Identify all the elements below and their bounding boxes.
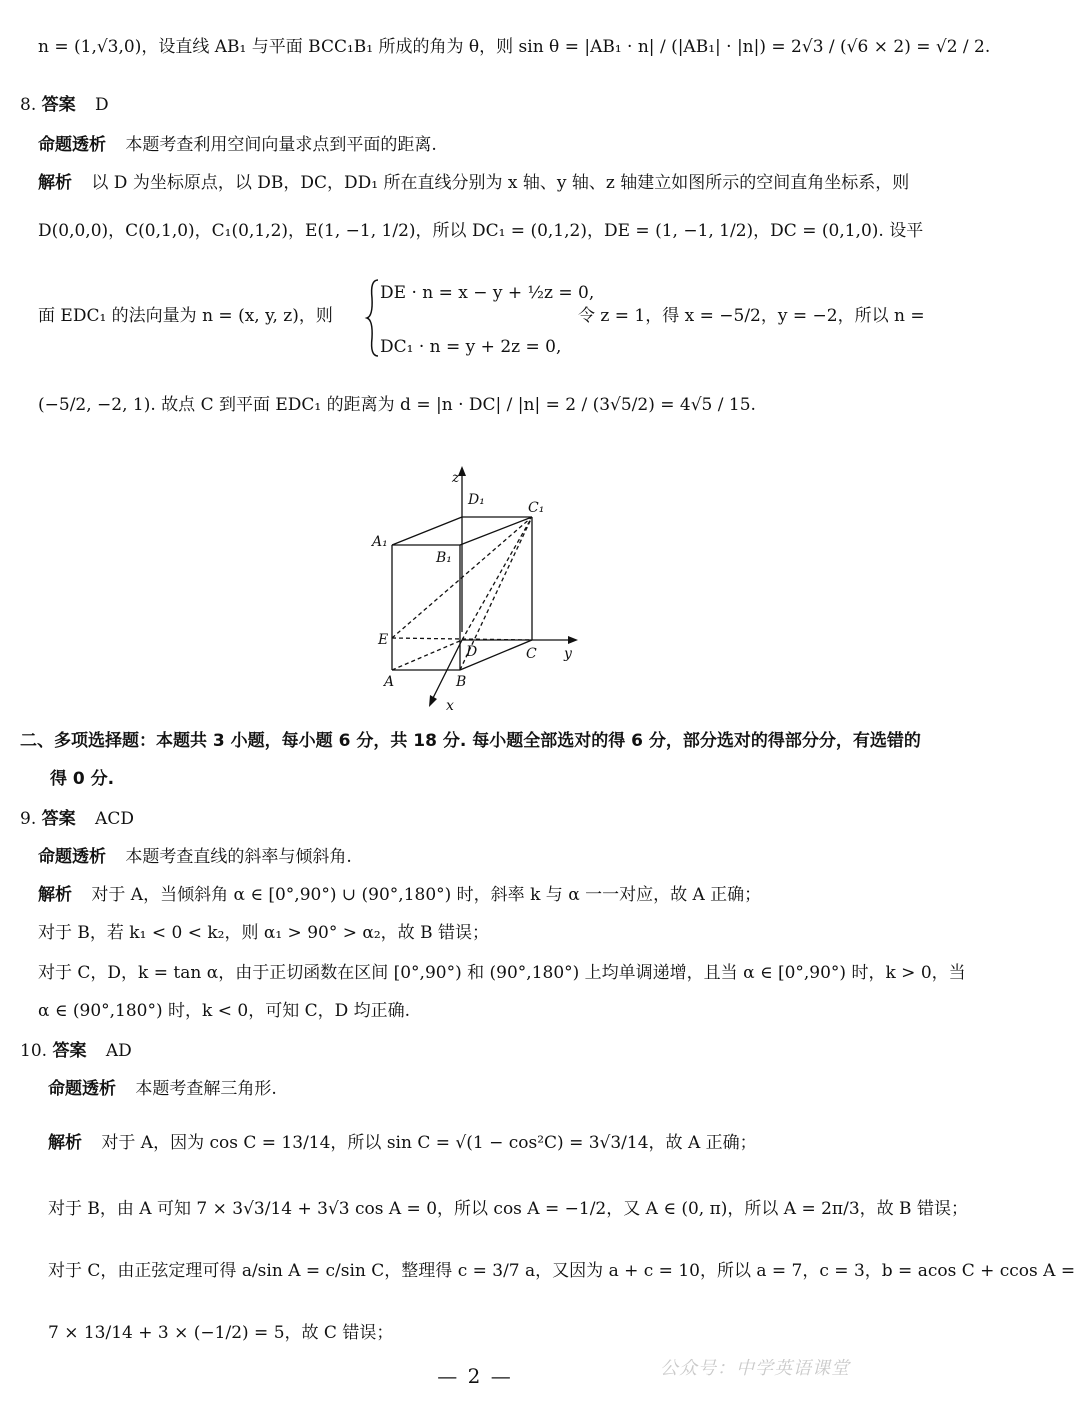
section2-title: 二、多项选择题：本题共 3 小题，每小题 6 分，共 18 分. 每小题全部选对的得 6 分，部分选对的得部分分，有选错的 <box>20 731 921 751</box>
q8-solution-text-1: 以 D 为坐标原点，以 DB，DC，DD₁ 所在直线分别为 x 轴、y 轴、z 轴建立如图所示的空间直角坐标系，则 <box>91 173 910 193</box>
q9-solution-line-4: α ∈ (90°,180°) 时，k < 0，可知 C，D 均正确. <box>38 1001 411 1021</box>
q9-solution-line-2: 对于 B，若 k₁ < 0 < k₂，则 α₁ > 90° > α₂，故 B 错误； <box>38 923 489 943</box>
q10-solution-line-4: 7 × 13/14 + 3 × (−1/2) = 5，故 C 错误； <box>48 1323 394 1343</box>
q8-header <box>20 94 109 116</box>
label-C: C <box>526 646 537 662</box>
q9-intent <box>38 846 352 868</box>
label-B1: B₁ <box>436 550 452 566</box>
cuboid-figure <box>360 460 600 715</box>
q9-solution-label: 解析 <box>38 885 72 905</box>
watermark: 公众号：中学英语课堂 <box>660 1358 850 1379</box>
section2-title-cont: 得 0 分. <box>50 769 115 789</box>
label-z: z <box>452 470 460 486</box>
label-x: x <box>446 698 454 714</box>
q10-solution-text-1: 对于 A，因为 cos C = 13/14，所以 sin C = √(1 − cos²C) = 3√3/14，故 A 正确； <box>101 1133 757 1153</box>
q8-solution-line-3a: 面 EDC₁ 的法向量为 n = (x, y, z)，则 <box>38 306 333 326</box>
label-A: A <box>384 674 395 690</box>
q9-solution-line-3: 对于 C，D，k = tan α，由于正切函数在区间 [0°,90°) 和 (90°,180°) 上均单调递增，且当 α ∈ [0°,90°) 时，k > 0，当 <box>38 963 966 983</box>
label-y: y <box>564 646 572 662</box>
q9-solution-line-1 <box>38 884 761 906</box>
q8-solution-line-2: D(0,0,0)，C(0,1,0)，C₁(0,1,2)，E(1, −1, 1/2)，所以 DC₁ = (0,1,2)，DE = (1, −1, 1/2)，DC = (0,1,0). 设平 <box>38 221 924 241</box>
q10-solution-line-1 <box>48 1132 757 1154</box>
top-formula-line: n = (1,√3,0)，设直线 AB₁ 与平面 BCC₁B₁ 所成的角为 θ，则 sin θ = |AB₁ · n| / (|AB₁| · |n|) = 2√3 / (√6 × 2) = √2 / 2. <box>38 37 991 57</box>
q9-header <box>20 808 134 830</box>
q9-number: 9. <box>20 809 37 829</box>
label-C1: C₁ <box>528 500 545 516</box>
q8-intent <box>38 134 437 156</box>
y-axis-arrow <box>568 636 578 644</box>
q8-solution-line-4: (−5/2, −2, 1). 故点 C 到平面 EDC₁ 的距离为 d = |n · DC| / |n| = 2 / (3√5/2) = 4√5 / 15. <box>38 395 756 415</box>
q10-number: 10. <box>20 1041 48 1061</box>
q8-solution-line-1 <box>38 172 909 194</box>
q8-system-eq-2: DC₁ · n = y + 2z = 0, <box>380 337 562 357</box>
q10-solution-label: 解析 <box>48 1133 82 1153</box>
q9-intent-text: 本题考查直线的斜率与倾斜角. <box>125 847 352 867</box>
q9-solution-text-1: 对于 A，当倾斜角 α ∈ [0°,90°) ∪ (90°,180°) 时，斜率 k 与 α 一一对应，故 A 正确； <box>91 885 762 905</box>
q8-solution-line-3b: 令 z = 1，得 x = −5/2，y = −2，所以 n = <box>578 306 925 326</box>
q8-system-eq-1: DE · n = x − y + ½z = 0, <box>380 283 595 303</box>
q8-intent-label: 命题透析 <box>38 135 106 155</box>
q8-intent-text: 本题考查利用空间向量求点到平面的距离. <box>125 135 437 155</box>
q10-solution-line-2: 对于 B，由 A 可知 7 × 3√3/14 + 3√3 cos A = 0，所以 cos A = −1/2，又 A ∈ (0, π)，所以 A = 2π/3，故 B 错误； <box>48 1199 968 1219</box>
x-axis-arrow <box>429 695 437 707</box>
q8-answer: D <box>95 95 109 115</box>
q10-intent <box>48 1078 277 1100</box>
q10-answer: AD <box>105 1041 132 1061</box>
label-E: E <box>378 632 389 648</box>
q9-answer-label: 答案 <box>41 809 76 829</box>
label-D1: D₁ <box>468 492 485 508</box>
q10-header <box>20 1040 132 1062</box>
page-number: — 2 — <box>437 1364 513 1388</box>
q8-solution-label: 解析 <box>38 173 72 193</box>
q10-intent-text: 本题考查解三角形. <box>135 1079 277 1099</box>
q9-intent-label: 命题透析 <box>38 847 106 867</box>
q8-number: 8. <box>20 95 37 115</box>
label-D: D <box>466 644 478 660</box>
q10-answer-label: 答案 <box>52 1041 87 1061</box>
q9-answer: ACD <box>95 809 134 829</box>
label-A1: A₁ <box>372 534 388 550</box>
q10-intent-label: 命题透析 <box>48 1079 116 1099</box>
q8-answer-label: 答案 <box>41 95 76 115</box>
q10-solution-line-3: 对于 C，由正弦定理可得 a/sin A = c/sin C，整理得 c = 3/7 a，又因为 a + c = 10，所以 a = 7，c = 3，b = acos C + ccos A = <box>48 1261 1075 1281</box>
label-B: B <box>456 674 467 690</box>
